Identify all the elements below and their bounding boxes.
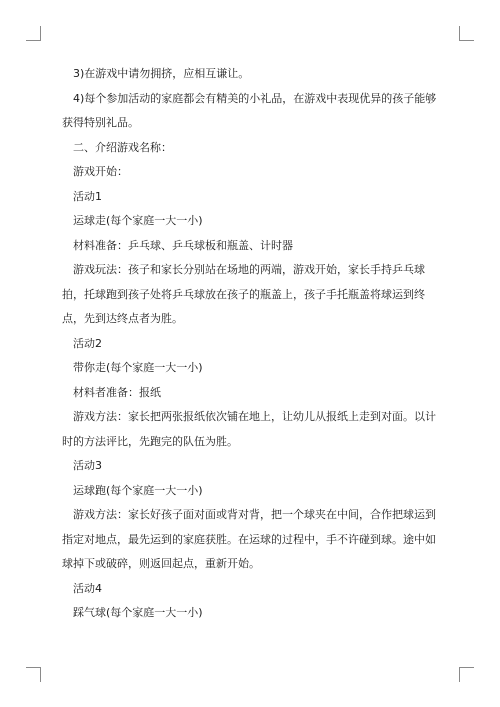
activity-4-title: 活动4 (62, 581, 102, 595)
activity-1-name: 运球走(每个家庭一大一小) (62, 214, 203, 227)
section-heading-game-names: 二、介绍游戏名称： (62, 140, 172, 154)
activity-2-rules: 游戏方法：家长把两张报纸依次铺在地上，让幼儿从报纸上走到对面。以计时的方法评比，先跑完的队伍为胜。 (62, 410, 436, 448)
activity-1-rules: 游戏玩法：孩子和家长分别站在场地的两端，游戏开始，家长手持乒乓球拍，托球跑到孩子处将乒乓球放在孩子的瓶盖上，孩子手托瓶盖将球运到终点，先到达终点者为胜。 (62, 263, 425, 325)
crop-mark-bottom-right (459, 667, 474, 682)
crop-mark-bottom-left (26, 667, 41, 682)
crop-mark-top-right (459, 26, 474, 41)
activity-2-title: 活动2 (62, 336, 102, 350)
activity-1-title: 活动1 (62, 189, 102, 203)
activity-3-rules: 游戏方法：家长好孩子面对面或背对背，把一个球夹在中间，合作把球运到指定对地点，最先运到的家庭获胜。在运球的过程中，手不许碰到球。途中如球掉下或破碎，则返回起点，重新开始。 (62, 508, 436, 570)
document-body (62, 62, 438, 626)
activity-4-name: 踩气球(每个家庭一大一小) (62, 606, 203, 619)
paragraph-game-start: 游戏开始： (62, 165, 128, 178)
crop-mark-top-left (26, 26, 41, 41)
activity-3-name: 运球跑(每个家庭一大一小) (62, 483, 203, 497)
activity-2-materials: 材料者准备：报纸 (62, 385, 161, 399)
activity-1-materials: 材料准备：乒乓球、乒乓球板和瓶盖、计时器 (62, 238, 293, 252)
activity-2-name: 带你走(每个家庭一大一小) (62, 361, 203, 374)
activity-3-title: 活动3 (62, 459, 102, 472)
paragraph-rule-4: 4)每个参加活动的家庭都会有精美的小礼品，在游戏中表现优异的孩子能够获得特别礼品。 (62, 91, 437, 129)
paragraph-rule-3: 3)在游戏中请勿拥挤，应相互谦让。 (62, 67, 250, 80)
